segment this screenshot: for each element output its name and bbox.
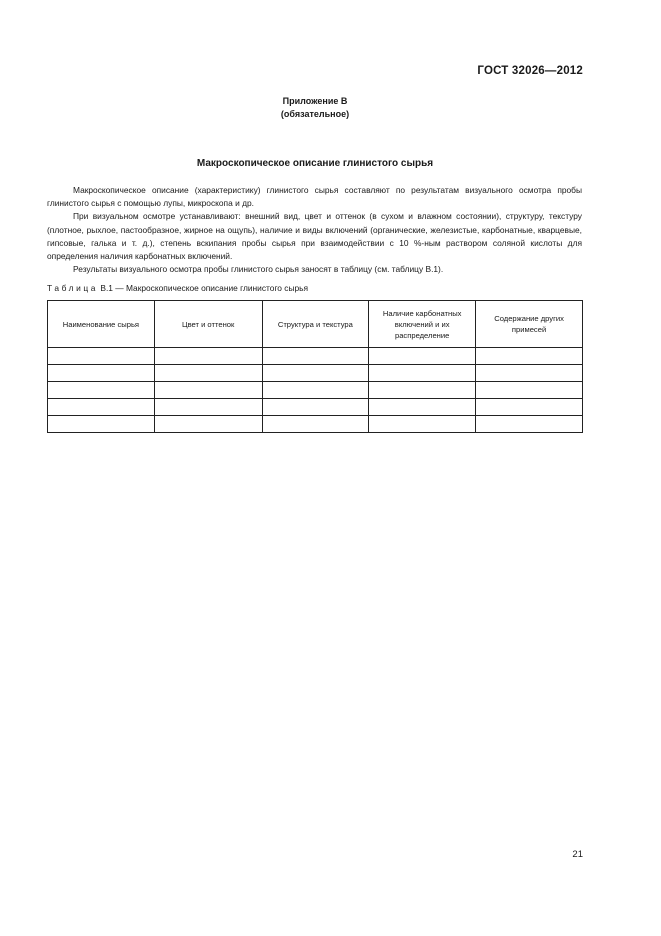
table-cell	[48, 416, 155, 433]
table-cell	[476, 399, 583, 416]
table-caption-label: Таблица	[47, 283, 99, 293]
table-cell	[476, 348, 583, 365]
table-header-row	[48, 301, 583, 348]
body-text	[47, 184, 582, 276]
paragraph-3: Результаты визуального осмотра пробы глинистого сырья заносят в таблицу (см. таблицу В.1).	[73, 264, 444, 275]
paragraph-1: Макроскопическое описание (характеристику) глинистого сырья составляют по результатам визуального осмотра пробы глинистого сырья с помощью лупы, микроскопа и др.	[47, 185, 582, 209]
standard-code: ГОСТ 32026—2012	[477, 65, 583, 77]
column-header: Цвет и оттенок	[154, 301, 262, 348]
macroscopic-description-table	[47, 300, 583, 433]
table-cell	[476, 416, 583, 433]
table-cell	[262, 365, 369, 382]
table-row	[48, 365, 583, 382]
column-header: Наименование сырья	[48, 301, 155, 348]
table-cell	[154, 348, 262, 365]
annex-heading	[0, 95, 630, 121]
table-cell	[476, 382, 583, 399]
column-header: Содержание других примесей	[476, 301, 583, 348]
table-cell	[369, 365, 476, 382]
table-cell	[369, 348, 476, 365]
column-header: Структура и текстура	[262, 301, 369, 348]
table-row	[48, 399, 583, 416]
table-cell	[369, 399, 476, 416]
table-cell	[48, 348, 155, 365]
page-number: 21	[572, 849, 583, 860]
table-cell	[48, 365, 155, 382]
table-cell	[262, 399, 369, 416]
table-cell	[154, 382, 262, 399]
section-title: Макроскопическое описание глинистого сырья	[196, 158, 434, 169]
annex-title: Приложение В	[282, 96, 348, 106]
table-cell	[369, 416, 476, 433]
table-caption	[47, 283, 308, 293]
annex-status: (обязательное)	[280, 109, 350, 119]
table-cell	[48, 399, 155, 416]
table-caption-text: В.1 — Макроскопическое описание глинистого сырья	[100, 283, 309, 293]
table-row	[48, 348, 583, 365]
table-cell	[476, 365, 583, 382]
table-cell	[154, 416, 262, 433]
table-cell	[262, 348, 369, 365]
table-cell	[154, 399, 262, 416]
table-cell	[369, 382, 476, 399]
table-cell	[262, 382, 369, 399]
table-row	[48, 382, 583, 399]
table-row	[48, 416, 583, 433]
table-cell	[48, 382, 155, 399]
paragraph-2: При визуальном осмотре устанавливают: внешний вид, цвет и оттенок (в сухом и влажном состоянии), структуру, текстуру (плотное, рыхлое, пастообразное, жирное на ощупь), наличие и виды включений (органические, железистые, карбонатные, кварцевые, гипсовые, галька и т. д.), степень вскипания пробы сырья при взаимодействии с 10 %-ным раствором соляной кислоты для определения наличия карбонатных включений.	[47, 211, 582, 262]
column-header: Наличие карбонатных включений и их распределение	[369, 301, 476, 348]
table-cell	[262, 416, 369, 433]
table-cell	[154, 365, 262, 382]
